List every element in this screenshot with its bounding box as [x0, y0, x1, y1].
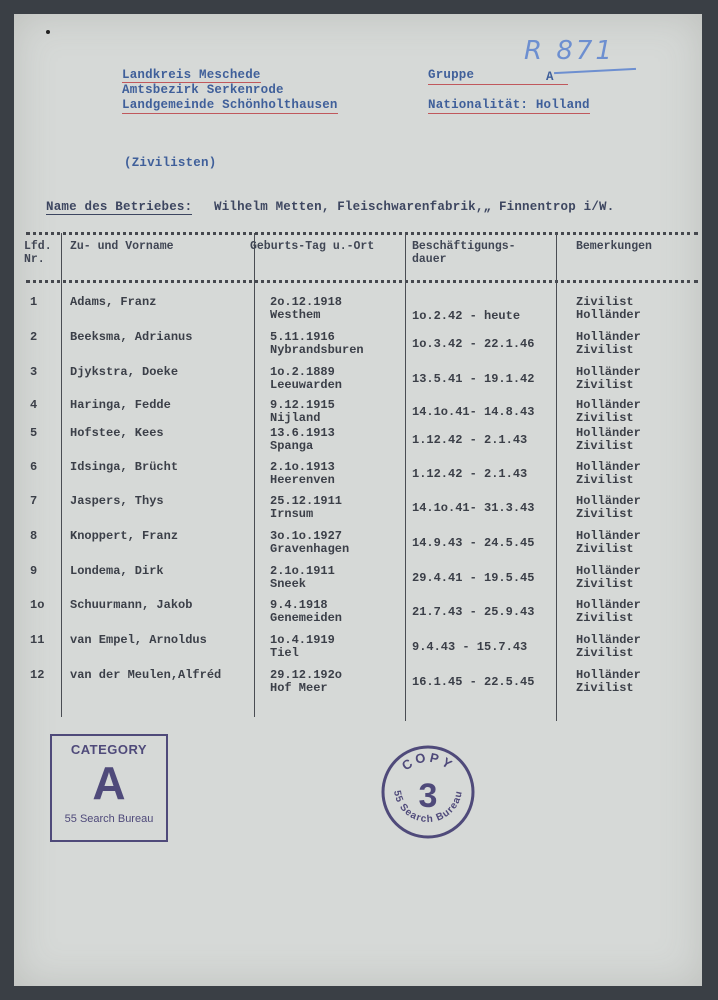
row-birth-date: 9.4.1918 — [270, 598, 328, 612]
row-remark-1: Holländer — [576, 529, 641, 543]
company-label: Name des Betriebes: — [46, 200, 193, 214]
row-remark-2: Zivilist — [576, 439, 634, 453]
row-number: 1o — [30, 598, 45, 612]
row-duration: 1o.2.42 - heute — [412, 309, 521, 323]
row-birth-date: 3o.1o.1927 — [270, 529, 343, 543]
row-birth-place: Irnsum — [270, 507, 314, 521]
row-duration: 14.1o.41- 31.3.43 — [412, 501, 535, 515]
row-remark-2: Zivilist — [576, 473, 634, 487]
table-header-rule — [26, 280, 698, 283]
row-remark-1: Holländer — [576, 598, 641, 612]
col-divider-1 — [61, 233, 62, 717]
handwritten-underline — [554, 68, 636, 74]
row-birth-date: 1o.2.1889 — [270, 365, 335, 379]
header-nr: Lfd. Nr. — [24, 240, 52, 266]
row-duration: 13.5.41 - 19.1.42 — [412, 372, 535, 386]
category-stamp-footer: 55 Search Bureau — [64, 813, 154, 825]
row-birth-place: Gravenhagen — [270, 542, 350, 556]
row-remark-2: Zivilist — [576, 542, 634, 556]
row-birth-place: Spanga — [270, 439, 314, 453]
header-municipality: Landgemeinde Schönholthausen — [122, 98, 338, 112]
col-divider-3 — [405, 233, 406, 721]
header-remarks: Bemerkungen — [576, 240, 652, 253]
row-name: Adams, Franz — [70, 295, 157, 309]
row-birth-date: 2.1o.1913 — [270, 460, 335, 474]
header-nationality: Nationalität: Holland — [428, 98, 590, 112]
row-remark-1: Holländer — [576, 398, 641, 412]
row-number: 8 — [30, 529, 38, 543]
row-birth-place: Tiel — [270, 646, 299, 660]
row-name: Hofstee, Kees — [70, 426, 164, 440]
row-name: Beeksma, Adrianus — [70, 330, 193, 344]
row-remark-1: Holländer — [576, 494, 641, 508]
row-number: 3 — [30, 365, 38, 379]
category-stamp-title: CATEGORY — [70, 742, 148, 757]
row-remark-1: Holländer — [576, 365, 641, 379]
row-number: 4 — [30, 398, 38, 412]
row-duration: 9.4.43 - 15.7.43 — [412, 640, 528, 654]
row-birth-date: 25.12.1911 — [270, 494, 343, 508]
row-birth-date: 13.6.1913 — [270, 426, 335, 440]
row-duration: 14.9.43 - 24.5.45 — [412, 536, 535, 550]
header-group-label: Gruppe — [428, 68, 475, 82]
row-duration: 14.1o.41- 14.8.43 — [412, 405, 535, 419]
row-remark-2: Zivilist — [576, 611, 634, 625]
category-stamp — [50, 734, 168, 842]
row-remark-2: Zivilist — [576, 411, 634, 425]
row-remark-2: Zivilist — [576, 378, 634, 392]
row-number: 2 — [30, 330, 38, 344]
row-birth-place: Westhem — [270, 308, 321, 322]
category-stamp-letter: A — [92, 757, 126, 809]
row-remark-1: Holländer — [576, 330, 641, 344]
copy-stamp — [380, 744, 476, 840]
group-underline — [428, 84, 568, 85]
row-remark-1: Holländer — [576, 564, 641, 578]
row-remark-2: Zivilist — [576, 507, 634, 521]
col-divider-4 — [556, 233, 557, 721]
row-remark-2: Zivilist — [576, 681, 634, 695]
row-remark-1: Zivilist — [576, 295, 634, 309]
row-duration: 1.12.42 - 2.1.43 — [412, 467, 528, 481]
row-name: Idsinga, Brücht — [70, 460, 179, 474]
row-remark-1: Holländer — [576, 633, 641, 647]
row-remark-2: Zivilist — [576, 646, 634, 660]
header-birth: Geburts-Tag u.-Ort — [250, 240, 375, 253]
header-office: Amtsbezirk Serkenrode — [122, 83, 284, 97]
row-remark-1: Holländer — [576, 426, 641, 440]
header-name: Zu- und Vorname — [70, 240, 174, 253]
row-remark-2: Zivilist — [576, 343, 634, 357]
row-number: 9 — [30, 564, 38, 578]
row-birth-date: 2o.12.1918 — [270, 295, 343, 309]
row-birth-place: Leeuwarden — [270, 378, 343, 392]
row-birth-place: Genemeiden — [270, 611, 343, 625]
row-name: Londema, Dirk — [70, 564, 164, 578]
row-birth-date: 2.1o.1911 — [270, 564, 335, 578]
row-birth-place: Hof Meer — [270, 681, 328, 695]
header-district: Landkreis Meschede — [122, 68, 261, 82]
row-name: Knoppert, Franz — [70, 529, 179, 543]
row-birth-date: 9.12.1915 — [270, 398, 335, 412]
row-number: 12 — [30, 668, 45, 682]
header-duration: Beschäftigungs- dauer — [412, 240, 516, 266]
copy-stamp-number: 3 — [418, 777, 438, 815]
row-duration: 1.12.42 - 2.1.43 — [412, 433, 528, 447]
row-remark-1: Holländer — [576, 460, 641, 474]
row-birth-date: 5.11.1916 — [270, 330, 335, 344]
category-note: (Zivilisten) — [124, 156, 217, 170]
punch-dot — [46, 30, 50, 34]
row-birth-place: Nybrandsburen — [270, 343, 364, 357]
row-name: Haringa, Fedde — [70, 398, 171, 412]
copy-stamp-ring: 55 Search Bureau — [391, 789, 465, 826]
row-duration: 29.4.41 - 19.5.45 — [412, 571, 535, 585]
company-value: Wilhelm Metten, Fleischwarenfabrik,„ Finnentrop i/W. — [214, 200, 615, 214]
row-number: 1 — [30, 295, 38, 309]
table-top-rule — [26, 232, 698, 235]
row-remark-2: Holländer — [576, 308, 641, 322]
copy-stamp-top: COPY — [398, 749, 458, 774]
row-name: Schuurmann, Jakob — [70, 598, 193, 612]
row-birth-date: 29.12.192o — [270, 668, 343, 682]
row-name: van Empel, Arnoldus — [70, 633, 207, 647]
row-name: Jaspers, Thys — [70, 494, 164, 508]
row-number: 5 — [30, 426, 38, 440]
row-name: van der Meulen,Alfréd — [70, 668, 222, 682]
row-remark-1: Holländer — [576, 668, 641, 682]
handwritten-reference: R 871 — [524, 36, 615, 66]
col-divider-2 — [254, 233, 255, 717]
header-group-value: A — [546, 70, 554, 84]
row-number: 11 — [30, 633, 45, 647]
row-duration: 16.1.45 - 22.5.45 — [412, 675, 535, 689]
row-number: 7 — [30, 494, 38, 508]
row-birth-date: 1o.4.1919 — [270, 633, 335, 647]
document-page — [14, 14, 702, 986]
row-name: Djykstra, Doeke — [70, 365, 179, 379]
row-birth-place: Sneek — [270, 577, 307, 591]
row-birth-place: Nijland — [270, 411, 321, 425]
row-birth-place: Heerenven — [270, 473, 335, 487]
row-duration: 21.7.43 - 25.9.43 — [412, 605, 535, 619]
row-remark-2: Zivilist — [576, 577, 634, 591]
row-duration: 1o.3.42 - 22.1.46 — [412, 337, 535, 351]
row-number: 6 — [30, 460, 38, 474]
